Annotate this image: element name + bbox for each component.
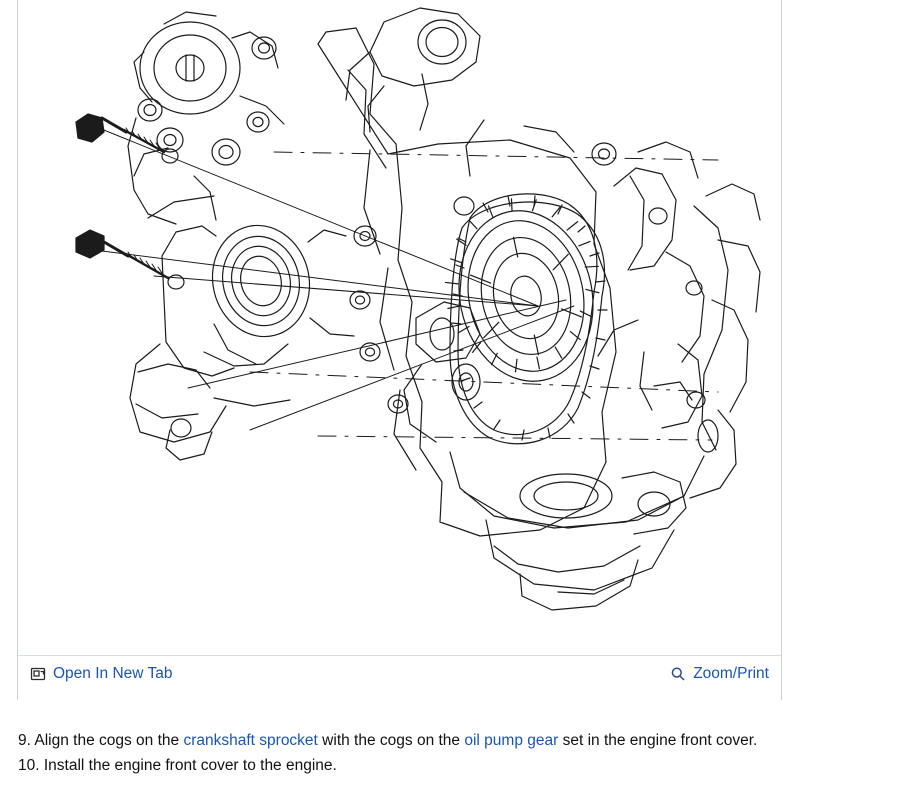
oil-pump-gear-link[interactable]: oil pump gear [464,732,559,749]
step-number: 9. [18,732,31,749]
zoom-print-label[interactable]: Zoom/Print [693,665,769,682]
zoom-print-button[interactable] [670,664,769,684]
engine-diagram-canvas [18,0,781,655]
step-text: set in the engine front cover. [558,732,758,749]
step-text: Align the cogs on the [30,732,184,749]
magnifier-icon [670,666,686,682]
figure-toolbar [18,655,781,698]
step-item-10 [18,753,908,778]
crankshaft-sprocket-link[interactable]: crankshaft sprocket [183,732,318,749]
engine-front-cover-illustration [18,0,781,655]
step-text: with the cogs on the [317,732,465,749]
open-in-new-tab-icon [30,666,46,682]
open-in-new-tab-label[interactable]: Open In New Tab [53,665,173,682]
step-item-9 [18,728,908,753]
figure-panel [18,0,781,698]
step-number: 10. [18,757,40,774]
step-text: Install the engine front cover to the engine. [39,757,337,774]
open-in-new-tab-button[interactable] [30,664,172,684]
instruction-steps [18,728,908,778]
page-gutter-right-rule [781,0,782,700]
